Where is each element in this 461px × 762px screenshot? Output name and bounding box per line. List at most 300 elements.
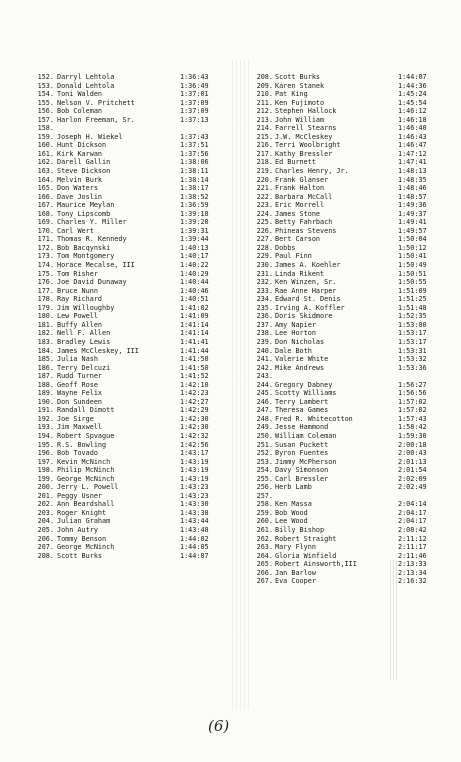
- finish-time: 1:56:27: [398, 380, 427, 389]
- result-row: [28, 193, 238, 202]
- place-number: 255.: [256, 474, 273, 483]
- finish-time: 1:45:54: [398, 98, 427, 107]
- place-number: 201.: [37, 491, 54, 500]
- result-row: [28, 432, 238, 441]
- result-row: [28, 227, 238, 236]
- results-column-right: [247, 73, 447, 586]
- result-row: [247, 329, 447, 338]
- finish-time: 1:43:19: [180, 457, 209, 466]
- place-number: 236.: [256, 312, 273, 321]
- result-row: [247, 287, 447, 296]
- result-row: [247, 99, 447, 108]
- place-number: 161.: [37, 149, 54, 158]
- place-number: 215.: [256, 132, 273, 141]
- place-number: 211.: [256, 98, 273, 107]
- result-row: [28, 509, 238, 518]
- place-number: 217.: [256, 149, 273, 158]
- finish-time: 1:39:31: [180, 226, 209, 235]
- finish-time: 1:43:30: [180, 500, 209, 509]
- finish-time: 1:37:01: [180, 90, 209, 99]
- runner-name: Charles Henry, Jr.: [275, 167, 349, 176]
- runner-name: Joe Sirge: [57, 414, 94, 423]
- place-number: 176.: [37, 278, 54, 287]
- result-row: [28, 543, 238, 552]
- result-row: [247, 500, 447, 509]
- place-number: 245.: [256, 389, 273, 398]
- runner-name: Jimmy McPherson: [275, 457, 337, 466]
- runner-name: Dobbs: [275, 243, 296, 252]
- finish-time: 1:43:23: [180, 483, 209, 492]
- runner-name: Terri Woolbright: [275, 141, 341, 150]
- result-row: [247, 210, 447, 219]
- finish-time: 1:42:30: [180, 423, 209, 432]
- runner-name: Irving A. Koffler: [275, 303, 345, 312]
- result-row: [247, 321, 447, 330]
- runner-name: Geoff Rose: [57, 380, 98, 389]
- place-number: 188.: [37, 380, 54, 389]
- finish-time: 1:48:46: [398, 184, 427, 193]
- place-number: 208.: [256, 73, 273, 81]
- runner-name: Ray Richard: [57, 295, 103, 304]
- runner-name: Stephen Hallock: [275, 107, 337, 116]
- place-number: 180.: [37, 312, 54, 321]
- place-number: 266.: [256, 568, 273, 577]
- finish-time: 2:00:18: [398, 440, 427, 449]
- runner-name: Ann Beardshall: [57, 500, 115, 509]
- result-row: [28, 210, 238, 219]
- finish-time: 1:49:37: [398, 209, 427, 218]
- finish-time: 1:51:09: [398, 286, 427, 295]
- runner-name: Horace Mecalse, III: [57, 261, 135, 270]
- result-row: [28, 381, 238, 390]
- finish-time: 1:44:05: [180, 543, 209, 552]
- finish-time: 1:41:14: [180, 320, 209, 329]
- runner-name: Bob Coleman: [57, 107, 103, 116]
- finish-time: 1:42:30: [180, 414, 209, 423]
- results-column-left: [28, 73, 238, 560]
- result-row: [28, 329, 238, 338]
- place-number: 189.: [37, 389, 54, 398]
- place-number: 200.: [37, 483, 54, 492]
- finish-time: 2:16:32: [398, 577, 427, 586]
- finish-time: 1:43:19: [180, 474, 209, 483]
- finish-time: 1:49:41: [398, 218, 427, 227]
- result-row: [28, 184, 238, 193]
- runner-name: Darryl Lehtola: [57, 73, 115, 81]
- result-row: [247, 150, 447, 159]
- runner-name: James McCleskey, III: [57, 346, 139, 355]
- result-row: [28, 338, 238, 347]
- result-row: [28, 244, 238, 253]
- finish-time: 2:04:17: [398, 517, 427, 526]
- result-row: [28, 372, 238, 381]
- runner-name: Pat King: [275, 90, 308, 99]
- place-number: 185.: [37, 355, 54, 364]
- result-row: [247, 338, 447, 347]
- runner-name: Steve Dickson: [57, 167, 111, 176]
- finish-time: 2:13:33: [398, 560, 427, 569]
- result-row: [28, 295, 238, 304]
- result-row: [247, 543, 447, 552]
- place-number: 159.: [37, 132, 54, 141]
- place-number: 153.: [37, 81, 54, 90]
- finish-time: 1:40:44: [180, 278, 209, 287]
- runner-name: Melvin Burk: [57, 175, 103, 184]
- finish-time: 2:11:12: [398, 534, 427, 543]
- finish-time: 1:43:17: [180, 449, 209, 458]
- place-number: 234.: [256, 295, 273, 304]
- place-number: 264.: [256, 551, 273, 560]
- result-row: [247, 526, 447, 535]
- runner-name: Carl Wert: [57, 226, 94, 235]
- runner-name: Terry Delcuzi: [57, 363, 111, 372]
- result-row: [28, 449, 238, 458]
- finish-time: 1:53:31: [398, 346, 427, 355]
- place-number: 187.: [37, 372, 54, 381]
- runner-name: Fred R. Whitecotton: [275, 414, 353, 423]
- runner-name: Gregory Dabney: [275, 380, 333, 389]
- result-row: [247, 415, 447, 424]
- runner-name: John Autry: [57, 525, 98, 534]
- result-row: [247, 193, 447, 202]
- place-number: 208.: [37, 551, 54, 560]
- runner-name: John William: [275, 115, 325, 124]
- place-number: 248.: [256, 414, 273, 423]
- place-number: 253.: [256, 457, 273, 466]
- finish-time: 1:50:51: [398, 269, 427, 278]
- runner-name: Tom Montgomery: [57, 252, 115, 261]
- result-row: [247, 560, 447, 569]
- place-number: 199.: [37, 474, 54, 483]
- finish-time: 1:41:52: [180, 372, 209, 381]
- result-row: [28, 441, 238, 450]
- result-row: [247, 458, 447, 467]
- place-number: 205.: [37, 525, 54, 534]
- finish-time: 1:41:02: [180, 303, 209, 312]
- place-number: 202.: [37, 500, 54, 509]
- finish-time: 1:37:43: [180, 132, 209, 141]
- result-row: [28, 364, 238, 373]
- finish-time: 1:39:20: [180, 218, 209, 227]
- runner-name: Eric Morrell: [275, 201, 325, 210]
- finish-time: 1:42:32: [180, 431, 209, 440]
- finish-time: 1:53:36: [398, 363, 427, 372]
- place-number: 164.: [37, 175, 54, 184]
- runner-name: Thomas R. Kennedy: [57, 235, 127, 244]
- finish-time: 1:46:18: [398, 115, 427, 124]
- runner-name: Karen Stanek: [275, 81, 325, 90]
- place-number: 171.: [37, 235, 54, 244]
- finish-time: 1:37:51: [180, 141, 209, 150]
- place-number: 160.: [37, 141, 54, 150]
- runner-name: Rudd Turner: [57, 372, 103, 381]
- result-row: [28, 261, 238, 270]
- finish-time: 2:01:54: [398, 466, 427, 475]
- place-number: 173.: [37, 252, 54, 261]
- finish-time: 1:36:49: [180, 81, 209, 90]
- place-number: 238.: [256, 329, 273, 338]
- result-row: [28, 466, 238, 475]
- result-row: [247, 158, 447, 167]
- result-row: [28, 304, 238, 313]
- place-number: 249.: [256, 423, 273, 432]
- result-row: [247, 176, 447, 185]
- result-row: [28, 124, 238, 133]
- runner-name: Rae Anne Harper: [275, 286, 337, 295]
- result-row: [28, 500, 238, 509]
- result-row: [28, 201, 238, 210]
- runner-name: Mike Andrews: [275, 363, 325, 372]
- place-number: 243.: [256, 372, 273, 381]
- result-row: [247, 372, 447, 381]
- finish-time: 1:36:43: [180, 73, 209, 81]
- finish-time: 1:50:12: [398, 243, 427, 252]
- finish-time: 1:40:13: [180, 243, 209, 252]
- runner-name: Maurice Meylan: [57, 201, 115, 210]
- result-row: [247, 406, 447, 415]
- place-number: 222.: [256, 192, 273, 201]
- place-number: 233.: [256, 286, 273, 295]
- place-number: 157.: [37, 115, 54, 124]
- result-row: [247, 535, 447, 544]
- finish-time: 1:37:56: [180, 149, 209, 158]
- result-row: [247, 218, 447, 227]
- result-row: [247, 201, 447, 210]
- runner-name: Mary Flynn: [275, 543, 316, 552]
- runner-name: Don Waters: [57, 184, 98, 193]
- finish-time: 1:48:35: [398, 175, 427, 184]
- result-row: [247, 312, 447, 321]
- finish-time: 1:40:17: [180, 252, 209, 261]
- place-number: 226.: [256, 226, 273, 235]
- runner-name: Hunt Dickson: [57, 141, 107, 150]
- place-number: 191.: [37, 406, 54, 415]
- runner-name: Paul Finn: [275, 252, 312, 261]
- runner-name: Eva Cooper: [275, 577, 316, 586]
- finish-time: 2:08:42: [398, 525, 427, 534]
- finish-time: 1:41:50: [180, 363, 209, 372]
- finish-time: 1:46:43: [398, 132, 427, 141]
- place-number: 210.: [256, 90, 273, 99]
- place-number: 263.: [256, 543, 273, 552]
- finish-time: 1:49:57: [398, 226, 427, 235]
- result-row: [247, 295, 447, 304]
- place-number: 228.: [256, 243, 273, 252]
- place-number: 169.: [37, 218, 54, 227]
- runner-name: Robert Spvague: [57, 431, 115, 440]
- runner-name: Gloria Winfield: [275, 551, 337, 560]
- finish-time: 1:39:18: [180, 209, 209, 218]
- runner-name: Amy Napier: [275, 320, 316, 329]
- finish-time: 1:51:48: [398, 303, 427, 312]
- runner-name: Betty Fahrbach: [275, 218, 333, 227]
- result-row: [28, 287, 238, 296]
- finish-time: 1:50:55: [398, 278, 427, 287]
- place-number: 220.: [256, 175, 273, 184]
- finish-time: 1:42:56: [180, 440, 209, 449]
- finish-time: 1:37:13: [180, 115, 209, 124]
- place-number: 156.: [37, 107, 54, 116]
- result-row: [28, 176, 238, 185]
- place-number: 154.: [37, 90, 54, 99]
- result-row: [247, 261, 447, 270]
- place-number: 258.: [256, 500, 273, 509]
- place-number: 239.: [256, 337, 273, 346]
- place-number: 252.: [256, 449, 273, 458]
- result-row: [247, 124, 447, 133]
- finish-time: 1:43:38: [180, 508, 209, 517]
- place-number: 193.: [37, 423, 54, 432]
- place-number: 175.: [37, 269, 54, 278]
- result-row: [28, 116, 238, 125]
- finish-time: 1:37:09: [180, 98, 209, 107]
- runner-name: Roger Knight: [57, 508, 107, 517]
- runner-name: Don Sundeen: [57, 397, 103, 406]
- finish-time: 1:57:43: [398, 414, 427, 423]
- result-row: [247, 227, 447, 236]
- place-number: 167.: [37, 201, 54, 210]
- runner-name: Jim Willoughby: [57, 303, 115, 312]
- result-row: [28, 235, 238, 244]
- finish-time: 1:47:41: [398, 158, 427, 167]
- finish-time: 1:40:22: [180, 261, 209, 270]
- runner-name: Nelson V. Pritchett: [57, 98, 135, 107]
- result-row: [247, 90, 447, 99]
- runner-name: Wayne Felix: [57, 389, 103, 398]
- runner-name: Jan Barlow: [275, 568, 316, 577]
- place-number: 183.: [37, 337, 54, 346]
- runner-name: Billy Bishop: [275, 525, 325, 534]
- result-row: [28, 423, 238, 432]
- finish-time: 1:38:11: [180, 167, 209, 176]
- runner-name: R.S. Bowling: [57, 440, 107, 449]
- place-number: 257.: [256, 491, 273, 500]
- result-row: [247, 483, 447, 492]
- finish-time: 1:43:19: [180, 466, 209, 475]
- runner-name: Bob Wood: [275, 508, 308, 517]
- finish-time: 1:40:46: [180, 286, 209, 295]
- result-row: [28, 270, 238, 279]
- result-row: [28, 526, 238, 535]
- place-number: 254.: [256, 466, 273, 475]
- finish-time: 1:50:04: [398, 235, 427, 244]
- finish-time: 1:53:00: [398, 320, 427, 329]
- finish-time: 2:02:09: [398, 474, 427, 483]
- result-row: [28, 552, 238, 561]
- result-row: [247, 517, 447, 526]
- finish-time: 1:36:59: [180, 201, 209, 210]
- finish-time: 1:52:35: [398, 312, 427, 321]
- runner-name: Byron Fuentes: [275, 449, 329, 458]
- runner-name: Barbara McCall: [275, 192, 333, 201]
- place-number: 262.: [256, 534, 273, 543]
- place-number: 196.: [37, 449, 54, 458]
- runner-name: Toni Walden: [57, 90, 103, 99]
- runner-name: Terry Lambert: [275, 397, 329, 406]
- result-row: [247, 252, 447, 261]
- result-row: [28, 389, 238, 398]
- runner-name: Bert Carson: [275, 235, 321, 244]
- finish-time: 1:41:50: [180, 355, 209, 364]
- place-number: 172.: [37, 243, 54, 252]
- finish-time: 1:39:44: [180, 235, 209, 244]
- finish-time: 1:38:17: [180, 184, 209, 193]
- finish-time: 1:42:29: [180, 406, 209, 415]
- result-row: [247, 449, 447, 458]
- result-row: [247, 381, 447, 390]
- finish-time: 1:44:02: [180, 534, 209, 543]
- place-number: 158.: [37, 124, 54, 133]
- finish-time: 1:41:09: [180, 312, 209, 321]
- result-row: [28, 167, 238, 176]
- runner-name: Dave Joslin: [57, 192, 103, 201]
- runner-name: Peggy Usner: [57, 491, 103, 500]
- result-row: [247, 466, 447, 475]
- runner-name: Scotty Williams: [275, 389, 337, 398]
- runner-name: George McNinch: [57, 543, 115, 552]
- runner-name: Frank Glanser: [275, 175, 329, 184]
- result-row: [247, 552, 447, 561]
- finish-time: 1:43:48: [180, 525, 209, 534]
- runner-name: Farrell Stearns: [275, 124, 337, 133]
- runner-name: George McNinch: [57, 474, 115, 483]
- runner-name: Doris Skidmore: [275, 312, 333, 321]
- runner-name: Kevin McNinch: [57, 457, 111, 466]
- runner-name: Nell F. Allen: [57, 329, 111, 338]
- result-row: [247, 347, 447, 356]
- finish-time: 1:59:30: [398, 431, 427, 440]
- result-row: [28, 82, 238, 91]
- place-number: 232.: [256, 278, 273, 287]
- finish-time: 1:58:42: [398, 423, 427, 432]
- finish-time: 2:04:14: [398, 500, 427, 509]
- place-number: 221.: [256, 184, 273, 193]
- finish-time: 1:57:02: [398, 397, 427, 406]
- result-row: [28, 312, 238, 321]
- result-row: [28, 355, 238, 364]
- place-number: 194.: [37, 431, 54, 440]
- place-number: 206.: [37, 534, 54, 543]
- place-number: 267.: [256, 577, 273, 586]
- runner-name: Buffy Allen: [57, 320, 103, 329]
- runner-name: Tommy Benson: [57, 534, 107, 543]
- runner-name: William Coleman: [275, 431, 337, 440]
- place-number: 251.: [256, 440, 273, 449]
- runner-name: James Stone: [275, 209, 321, 218]
- runner-name: Robert Straight: [275, 534, 337, 543]
- result-row: [247, 116, 447, 125]
- runner-name: Theresa Games: [275, 406, 329, 415]
- runner-name: Jerry L. Powell: [57, 483, 119, 492]
- place-number: 256.: [256, 483, 273, 492]
- place-number: 225.: [256, 218, 273, 227]
- place-number: 213.: [256, 115, 273, 124]
- runner-name: Tony Lipscomb: [57, 209, 111, 218]
- runner-name: Julia Nash: [57, 355, 98, 364]
- finish-time: 1:43:44: [180, 517, 209, 526]
- result-row: [28, 517, 238, 526]
- place-number: 184.: [37, 346, 54, 355]
- finish-time: 1:57:02: [398, 406, 427, 415]
- result-row: [28, 458, 238, 467]
- result-row: [28, 107, 238, 116]
- runner-name: Susan Puckett: [275, 440, 329, 449]
- finish-time: 1:53:32: [398, 355, 427, 364]
- place-number: 219.: [256, 167, 273, 176]
- runner-name: Jesse Hammond: [275, 423, 329, 432]
- runner-name: Bob Tovado: [57, 449, 98, 458]
- result-row: [28, 90, 238, 99]
